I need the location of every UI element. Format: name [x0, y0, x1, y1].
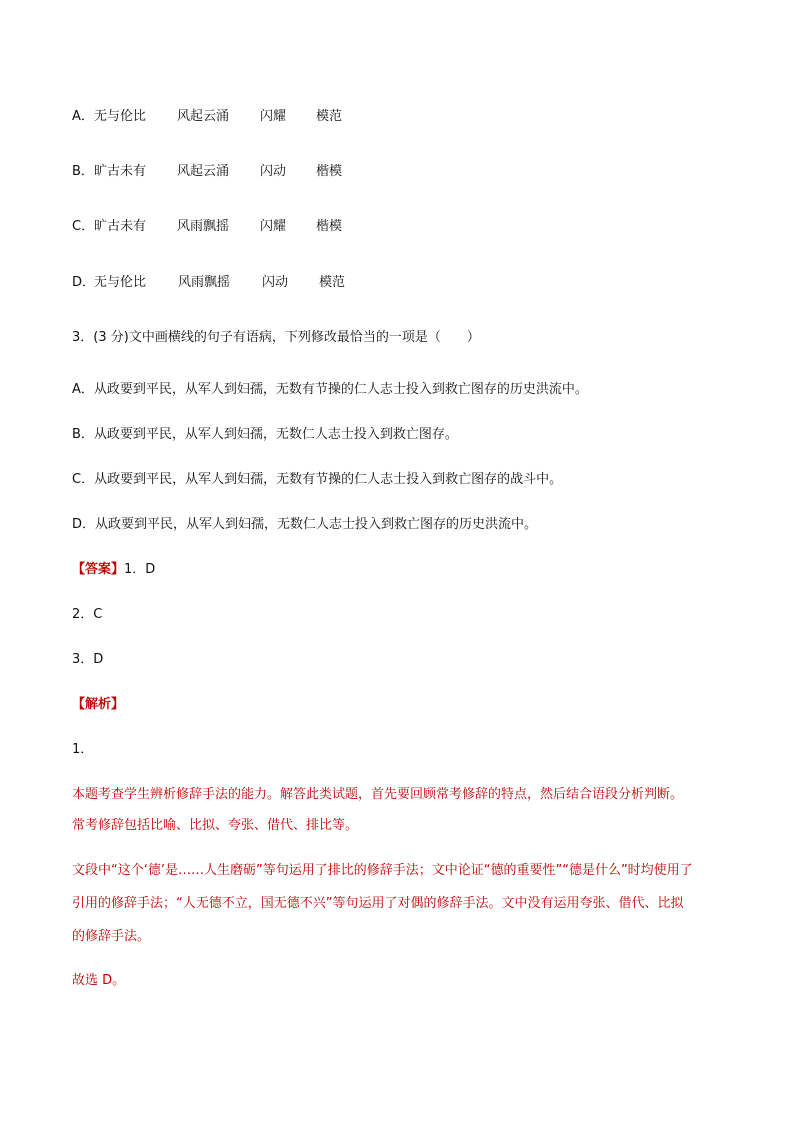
option-word: 闪耀 — [260, 109, 287, 124]
option-word: 旷古未有 — [94, 164, 147, 179]
answer-1: 1．D — [124, 562, 156, 577]
option-letter: B． — [72, 164, 94, 179]
analysis-tag: 【解析】 — [72, 697, 125, 712]
option-word: 模范 — [316, 109, 343, 124]
option-word: 风雨飘摇 — [177, 219, 230, 234]
q3-stem: 3．(3 分)文中画横线的句子有语病，下列修改最恰当的一项是（ ） — [72, 330, 480, 345]
analysis-para2-line1: 文段中“这个‘德’是……人生磨砺”等句运用了排比的修辞手法；文中论证“德的重要性”“德是什么”时均使用了 — [72, 863, 693, 878]
q2-option-c — [72, 217, 342, 237]
option-letter: C． — [72, 219, 95, 234]
analysis-para1-line1: 本题考查学生辨析修辞手法的能力。解答此类试题，首先要回顾常考修辞的特点，然后结合语段分析判断。 — [72, 787, 684, 802]
analysis-para1-line2: 常考修辞包括比喻、比拟、夸张、借代、排比等。 — [72, 818, 359, 833]
option-word: 闪动 — [262, 275, 289, 290]
analysis-conclusion: 故选 D。 — [72, 973, 126, 988]
answer-2: 2．C — [72, 607, 103, 622]
q3-option-c: C．从政要到平民，从军人到妇孺，无数有节操的仁人志士投入到救亡图存的战斗中。 — [72, 472, 563, 487]
option-word: 楷模 — [316, 219, 343, 234]
option-letter: D． — [72, 275, 96, 290]
q2-option-a — [72, 107, 342, 127]
analysis-number: 1． — [72, 742, 94, 757]
option-word: 旷古未有 — [94, 219, 147, 234]
q2-option-b — [72, 162, 342, 182]
option-word: 风起云涌 — [177, 164, 230, 179]
option-word: 无与伦比 — [94, 275, 147, 290]
option-word: 闪耀 — [260, 219, 287, 234]
option-word: 闪动 — [260, 164, 287, 179]
analysis-para2-line3: 的修辞手法。 — [72, 929, 151, 944]
option-word: 楷模 — [316, 164, 343, 179]
option-word: 风雨飘摇 — [178, 275, 231, 290]
option-word: 模范 — [319, 275, 346, 290]
q3-option-d: D．从政要到平民，从军人到妇孺，无数仁人志士投入到救亡图存的历史洪流中。 — [72, 517, 538, 532]
analysis-para2-line2: 引用的修辞手法；“人无德不立，国无德不兴”等句运用了对偶的修辞手法。文中没有运用夸张、借代、比拟 — [72, 896, 684, 911]
q3-option-b: B．从政要到平民，从军人到妇孺，无数仁人志士投入到救亡图存。 — [72, 427, 458, 442]
q3-option-a: A．从政要到平民，从军人到妇孺，无数有节操的仁人志士投入到救亡图存的历史洪流中。 — [72, 382, 588, 397]
option-word: 无与伦比 — [94, 109, 147, 124]
answer-3: 3．D — [72, 652, 104, 667]
answer-tag: 【答案】 — [72, 562, 125, 577]
option-word: 风起云涌 — [177, 109, 230, 124]
q2-option-d — [72, 273, 345, 293]
option-letter: A． — [72, 109, 94, 124]
answer-line — [72, 560, 155, 580]
